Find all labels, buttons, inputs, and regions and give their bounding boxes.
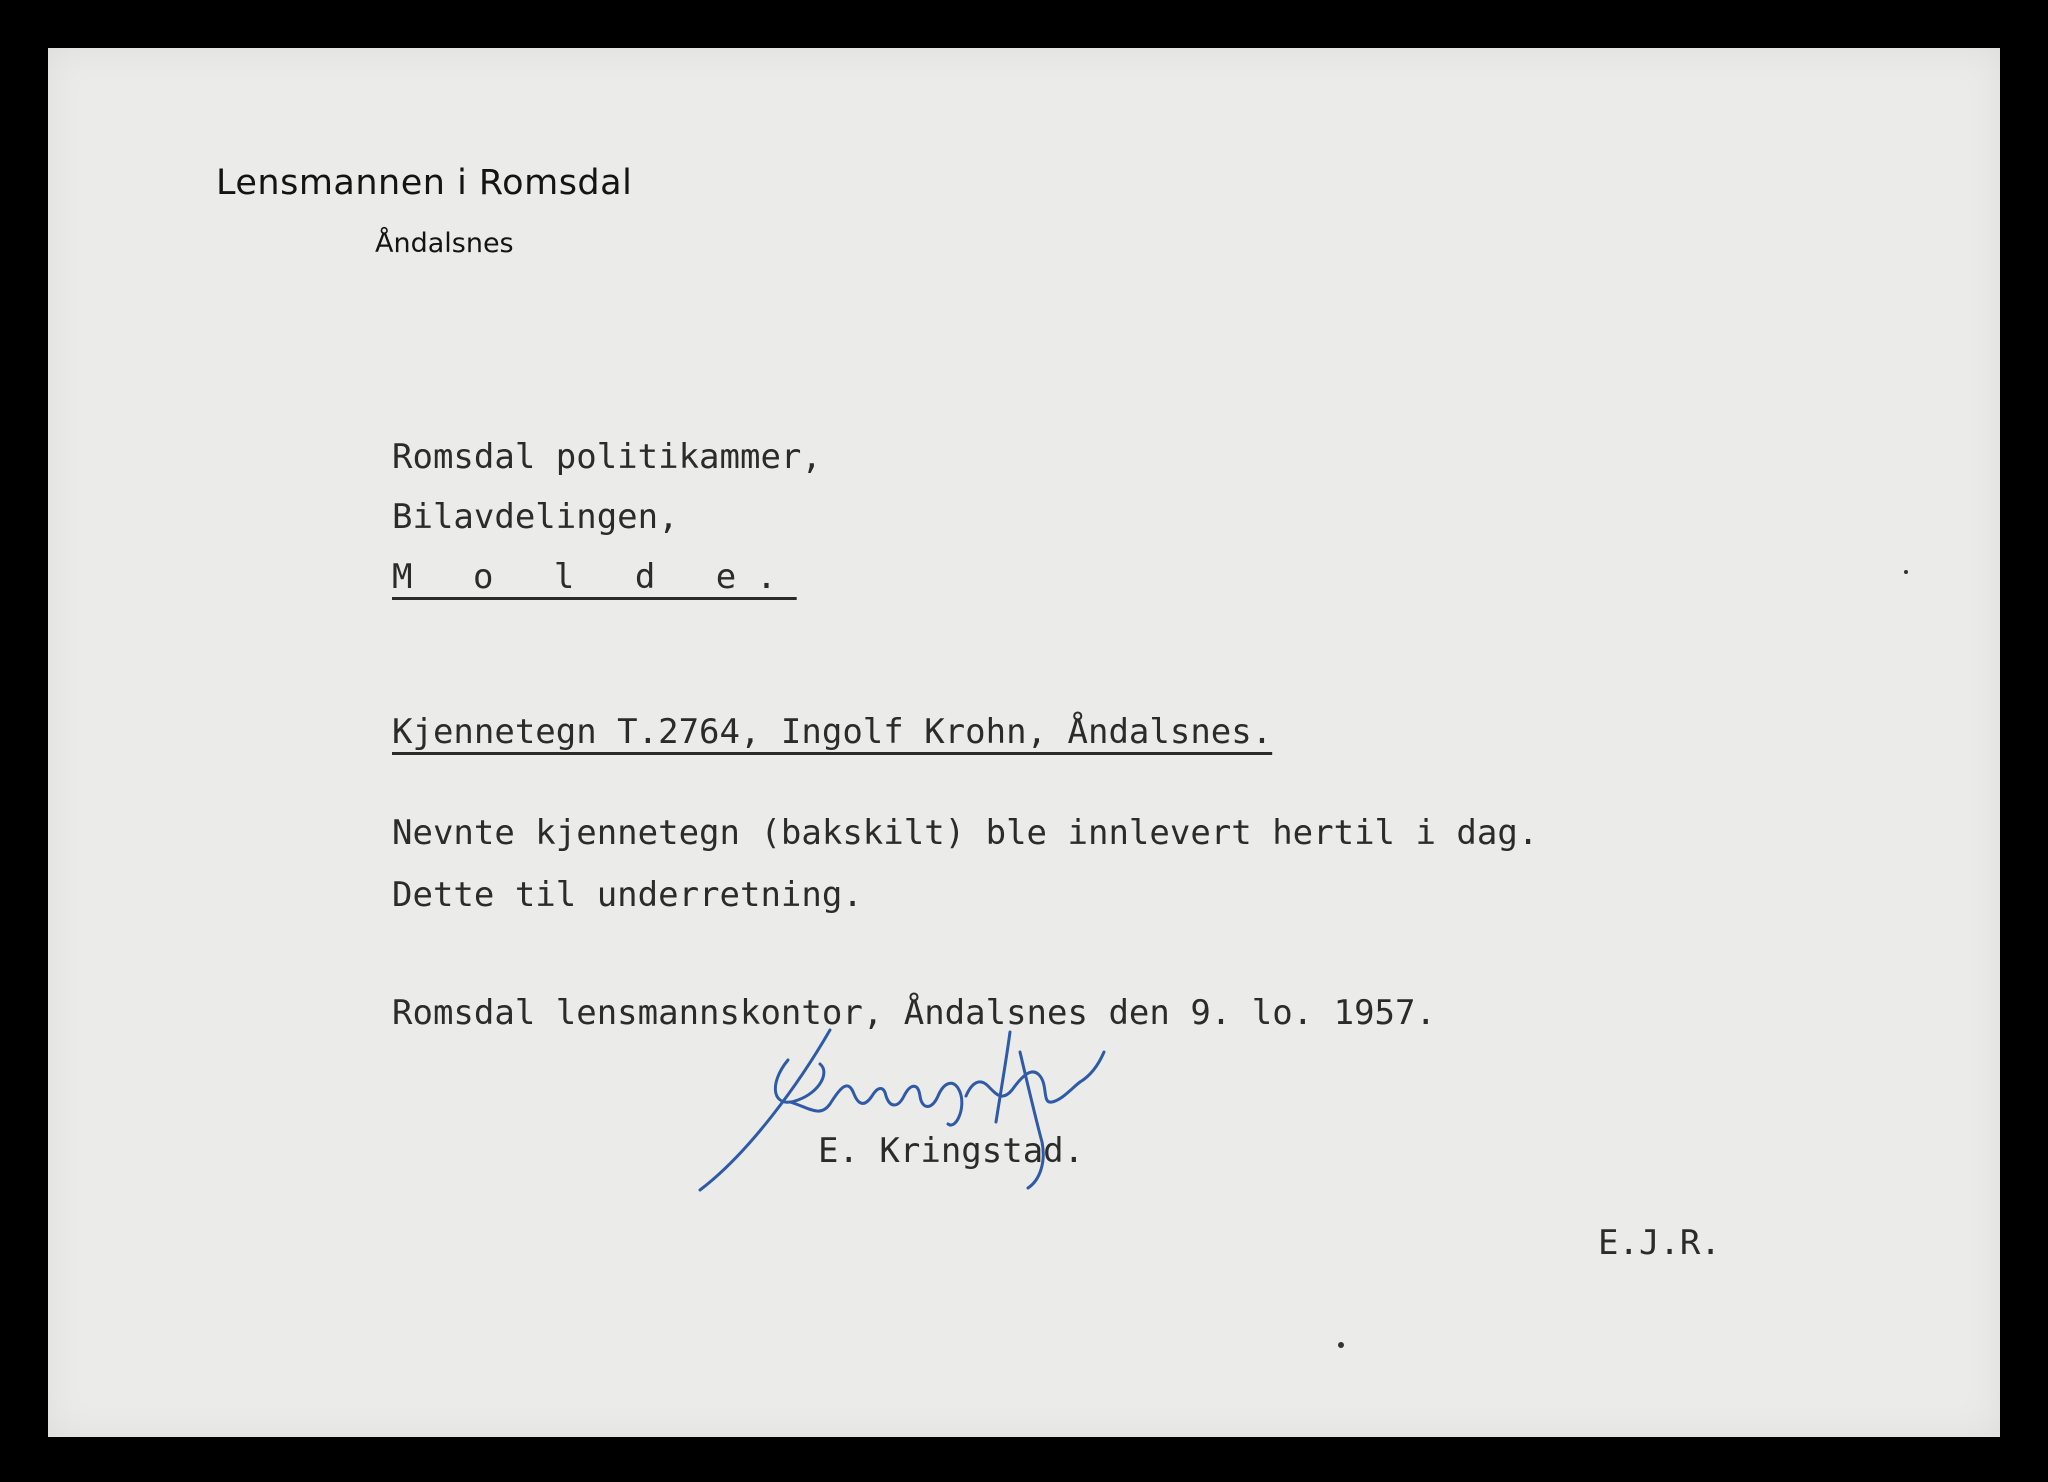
dateline: Romsdal lensmannskontor, Åndalsnes den 9. lo. 1957. <box>392 993 1436 1033</box>
ink-speck <box>1338 1342 1344 1348</box>
recipient-city: M o l d e. <box>392 557 797 597</box>
body-line-2: Dette til underretning. <box>392 875 863 915</box>
recipient-line-2: Bilavdelingen, <box>392 497 679 537</box>
ink-speck <box>1904 570 1908 574</box>
body-line-1: Nevnte kjennetegn (bakskilt) ble innlevert hertil i dag. <box>392 813 1539 853</box>
typed-signatory-name: E. Kringstad. <box>818 1131 1085 1171</box>
letterhead-office-name: Lensmannen i Romsdal <box>216 163 633 203</box>
letterhead-place: Åndalsnes <box>375 228 514 259</box>
handwritten-signature <box>680 1012 1320 1202</box>
recipient-line-1: Romsdal politikammer, <box>392 437 822 477</box>
subject-line: Kjennetegn T.2764, Ingolf Krohn, Åndalsnes. <box>392 712 1273 752</box>
reference-initials: E.J.R. <box>1598 1223 1721 1263</box>
